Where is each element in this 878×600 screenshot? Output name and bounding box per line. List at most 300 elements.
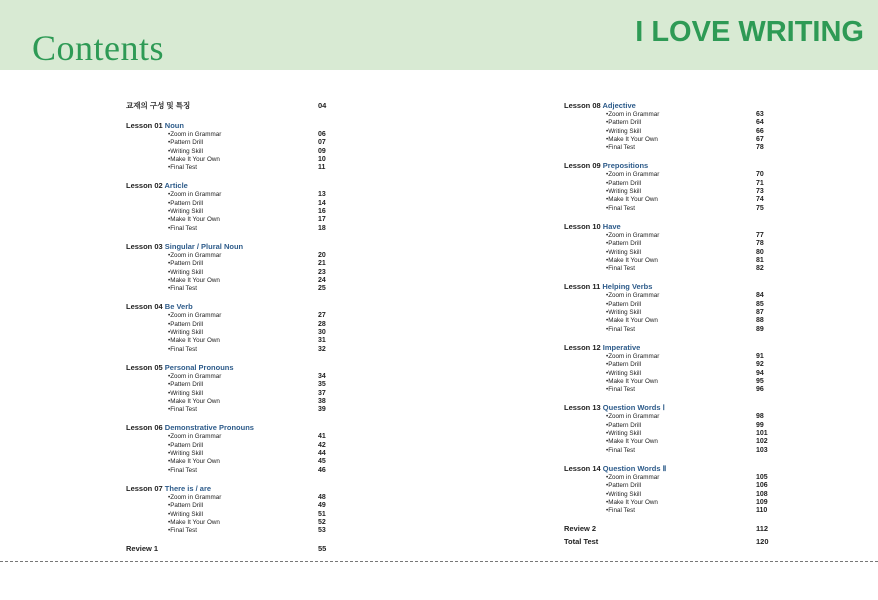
sub-section-row bbox=[126, 148, 366, 156]
sub-section-row bbox=[126, 225, 366, 233]
sub-section-label: •Final Test bbox=[168, 224, 198, 232]
sub-section-list bbox=[564, 111, 804, 152]
page-number: 102 bbox=[756, 438, 768, 446]
toc-entry bbox=[564, 402, 804, 454]
toc-entry bbox=[126, 180, 366, 232]
sub-section-row bbox=[564, 196, 804, 204]
sub-section-label: •Make It Your Own bbox=[606, 498, 658, 506]
lesson-title: Adjective bbox=[602, 101, 636, 110]
toc-entry-heading bbox=[126, 100, 366, 111]
sub-section-row bbox=[126, 139, 366, 147]
sub-section-row bbox=[126, 321, 366, 329]
toc-entry bbox=[126, 422, 366, 474]
sub-section-label: •Pattern Drill bbox=[606, 300, 642, 308]
sub-section-label: •Zoom in Grammar bbox=[168, 312, 222, 320]
lesson-number: Lesson 02 bbox=[126, 181, 163, 191]
sub-section-row bbox=[126, 277, 366, 285]
lesson-number: Lesson 08 bbox=[564, 101, 601, 110]
page-number: 80 bbox=[756, 248, 764, 256]
sub-section-label: •Zoom in Grammar bbox=[168, 372, 222, 380]
sub-section-label: •Pattern Drill bbox=[606, 482, 642, 490]
toc-entry bbox=[126, 120, 366, 172]
sub-section-row bbox=[126, 329, 366, 337]
sub-section-label: •Make It Your Own bbox=[168, 397, 220, 405]
sub-section-row bbox=[564, 188, 804, 196]
sub-section-row bbox=[564, 447, 804, 455]
page-number: 31 bbox=[318, 337, 326, 345]
sub-section-label: •Zoom in Grammar bbox=[168, 251, 222, 259]
toc-entry-heading bbox=[126, 483, 366, 494]
sub-section-label: •Pattern Drill bbox=[168, 320, 204, 328]
page-number: 78 bbox=[756, 240, 764, 248]
sub-section-list bbox=[126, 312, 366, 353]
toc-entry-heading bbox=[564, 281, 804, 292]
brand-title: I LOVE WRITING bbox=[635, 16, 864, 48]
sub-section-row bbox=[126, 164, 366, 172]
toc-entry-heading bbox=[126, 362, 366, 373]
sub-section-label: •Final Test bbox=[168, 406, 198, 414]
sub-section-label: •Pattern Drill bbox=[168, 381, 204, 389]
page-number: 103 bbox=[756, 446, 768, 454]
sub-section-row bbox=[126, 260, 366, 268]
sub-section-row bbox=[126, 527, 366, 535]
page-number: 70 bbox=[756, 171, 764, 179]
toc-entry-heading bbox=[126, 422, 366, 433]
sub-section-row bbox=[564, 326, 804, 334]
sub-section-row bbox=[564, 240, 804, 248]
page-number: 106 bbox=[756, 482, 768, 490]
sub-section-label: •Zoom in Grammar bbox=[606, 292, 660, 300]
toc-entry bbox=[564, 221, 804, 273]
page-number: 18 bbox=[318, 224, 326, 232]
page-number: 11 bbox=[318, 164, 326, 172]
sub-section-row bbox=[126, 200, 366, 208]
lesson-title: Question Words Ⅱ bbox=[602, 463, 667, 473]
lesson-number: Lesson 06 bbox=[126, 423, 163, 433]
page-number: 10 bbox=[318, 155, 326, 163]
page-number: 85 bbox=[756, 300, 764, 308]
sub-section-label: •Final Test bbox=[606, 325, 636, 333]
sub-section-label: •Make It Your Own bbox=[168, 155, 220, 163]
sub-section-label: •Final Test bbox=[168, 164, 198, 172]
page-number: 120 bbox=[756, 537, 769, 547]
sub-section-label: •Writing Skill bbox=[168, 147, 203, 155]
sub-section-label: •Final Test bbox=[168, 466, 198, 474]
sub-section-row bbox=[564, 111, 804, 119]
page-number: 24 bbox=[318, 276, 326, 284]
page-number: 73 bbox=[756, 188, 764, 196]
sub-section-row bbox=[564, 499, 804, 507]
toc-entry bbox=[126, 241, 366, 293]
page-number: 53 bbox=[318, 527, 326, 535]
sub-section-row bbox=[564, 438, 804, 446]
sub-section-label: •Zoom in Grammar bbox=[606, 231, 660, 239]
toc-entry-heading bbox=[564, 342, 804, 353]
sub-section-list bbox=[126, 252, 366, 293]
sub-section-row bbox=[564, 301, 804, 309]
sub-section-row bbox=[564, 474, 804, 482]
sub-section-row bbox=[126, 450, 366, 458]
page-number: 20 bbox=[318, 251, 326, 259]
sub-section-label: •Final Test bbox=[606, 265, 636, 273]
sub-section-label: •Final Test bbox=[168, 345, 198, 353]
toc-entry bbox=[564, 523, 804, 534]
sub-section-row bbox=[126, 494, 366, 502]
sub-section-row bbox=[564, 205, 804, 213]
sub-section-list bbox=[126, 494, 366, 535]
toc-entry-heading bbox=[564, 536, 804, 547]
lesson-title: Demonstrative Pronouns bbox=[164, 423, 254, 433]
sub-section-list bbox=[564, 171, 804, 212]
sub-section-label: •Writing Skill bbox=[606, 248, 641, 256]
lesson-title: Helping Verbs bbox=[602, 282, 653, 292]
sub-section-label: •Final Test bbox=[606, 204, 636, 212]
page-number: 45 bbox=[318, 458, 326, 466]
lesson-number: Lesson 10 bbox=[564, 221, 601, 231]
lesson-number: Lesson 03 bbox=[126, 241, 163, 251]
lesson-number: Lesson 14 bbox=[564, 463, 601, 473]
toc-entry bbox=[564, 281, 804, 333]
page-number: 95 bbox=[756, 377, 764, 385]
sub-section-label: •Writing Skill bbox=[606, 309, 641, 317]
sub-section-label: •Make It Your Own bbox=[606, 196, 658, 204]
toc-entry bbox=[126, 301, 366, 353]
sub-section-row bbox=[564, 378, 804, 386]
sub-section-row bbox=[564, 430, 804, 438]
lesson-title: Be Verb bbox=[164, 302, 193, 312]
sub-section-label: •Pattern Drill bbox=[606, 119, 642, 127]
sub-section-row bbox=[564, 422, 804, 430]
page-number: 71 bbox=[756, 179, 764, 187]
page-number: 16 bbox=[318, 208, 326, 216]
sub-section-label: •Pattern Drill bbox=[168, 502, 204, 510]
sub-section-list bbox=[126, 373, 366, 414]
page-number: 38 bbox=[318, 397, 326, 405]
toc-entry-heading bbox=[564, 463, 804, 474]
page-number: 04 bbox=[318, 101, 327, 110]
lesson-title: Noun bbox=[164, 121, 184, 130]
sub-section-row bbox=[564, 292, 804, 300]
sub-section-label: •Writing Skill bbox=[168, 510, 203, 518]
sub-section-row bbox=[564, 119, 804, 127]
sub-section-row bbox=[126, 269, 366, 277]
sub-section-label: •Make It Your Own bbox=[606, 256, 658, 264]
lesson-title: Prepositions bbox=[602, 161, 649, 171]
page-number: 64 bbox=[756, 119, 764, 127]
toc-left-column bbox=[126, 100, 366, 554]
toc-entry bbox=[126, 362, 366, 414]
sub-section-row bbox=[126, 467, 366, 475]
page-number: 96 bbox=[756, 386, 764, 394]
lesson-number: Review 1 bbox=[126, 544, 159, 554]
sub-section-row bbox=[564, 309, 804, 317]
dashed-divider bbox=[0, 561, 878, 562]
lesson-title: Singular / Plural Noun bbox=[164, 241, 244, 251]
sub-section-row bbox=[126, 312, 366, 320]
page-number: 84 bbox=[756, 292, 764, 300]
sub-section-label: •Make It Your Own bbox=[606, 377, 658, 385]
lesson-number: Lesson 01 bbox=[126, 121, 163, 130]
lesson-number: Lesson 07 bbox=[126, 483, 163, 493]
page-number: 108 bbox=[756, 490, 768, 498]
page-number: 105 bbox=[756, 473, 768, 481]
sub-section-row bbox=[126, 208, 366, 216]
sub-section-label: •Final Test bbox=[168, 285, 198, 293]
toc-entry-heading bbox=[564, 523, 804, 534]
toc-right-column bbox=[564, 100, 804, 547]
page-number: 66 bbox=[756, 127, 764, 135]
sub-section-row bbox=[564, 386, 804, 394]
toc-entry-heading bbox=[564, 221, 804, 232]
sub-section-label: •Zoom in Grammar bbox=[168, 493, 222, 501]
page-number: 74 bbox=[756, 196, 764, 204]
page-number: 101 bbox=[756, 430, 768, 438]
toc-entry-heading bbox=[564, 100, 804, 111]
lesson-number: Review 2 bbox=[564, 524, 597, 534]
page-number: 78 bbox=[756, 144, 764, 152]
sub-section-row bbox=[126, 156, 366, 164]
sub-section-row bbox=[126, 458, 366, 466]
toc-entry bbox=[126, 543, 366, 554]
page-number: 14 bbox=[318, 199, 326, 207]
sub-section-list bbox=[564, 353, 804, 394]
page-number: 44 bbox=[318, 450, 326, 458]
page-number: 35 bbox=[318, 381, 326, 389]
sub-section-row bbox=[126, 406, 366, 414]
sub-section-row bbox=[126, 502, 366, 510]
sub-section-row bbox=[126, 216, 366, 224]
page-number: 55 bbox=[318, 544, 327, 554]
lesson-number: Lesson 09 bbox=[564, 161, 601, 171]
sub-section-label: •Pattern Drill bbox=[606, 179, 642, 187]
page-number: 32 bbox=[318, 345, 326, 353]
sub-section-row bbox=[564, 491, 804, 499]
sub-section-row bbox=[126, 519, 366, 527]
page-number: 75 bbox=[756, 204, 764, 212]
page-number: 88 bbox=[756, 317, 764, 325]
sub-section-row bbox=[126, 390, 366, 398]
sub-section-label: •Pattern Drill bbox=[606, 240, 642, 248]
page-number: 94 bbox=[756, 369, 764, 377]
sub-section-label: •Final Test bbox=[606, 144, 636, 152]
lesson-number: 교재의 구성 및 특징 bbox=[126, 101, 191, 110]
sub-section-label: •Make It Your Own bbox=[168, 337, 220, 345]
page-number: 34 bbox=[318, 372, 326, 380]
sub-section-row bbox=[126, 442, 366, 450]
sub-section-list bbox=[564, 232, 804, 273]
sub-section-label: •Final Test bbox=[606, 446, 636, 454]
lesson-title: Imperative bbox=[602, 342, 641, 352]
sub-section-row bbox=[564, 507, 804, 515]
sub-section-label: •Zoom in Grammar bbox=[606, 111, 660, 118]
sub-section-label: •Pattern Drill bbox=[168, 199, 204, 207]
page-number: 37 bbox=[318, 389, 326, 397]
sub-section-label: •Writing Skill bbox=[168, 389, 203, 397]
page-number: 81 bbox=[756, 256, 764, 264]
sub-section-label: •Pattern Drill bbox=[168, 260, 204, 268]
sub-section-row bbox=[126, 131, 366, 139]
lesson-number: Lesson 04 bbox=[126, 302, 163, 312]
page-number: 89 bbox=[756, 325, 764, 333]
page-number: 112 bbox=[756, 524, 769, 534]
lesson-number: Lesson 12 bbox=[564, 342, 601, 352]
sub-section-row bbox=[564, 232, 804, 240]
page-number: 110 bbox=[756, 507, 768, 515]
sub-section-label: •Make It Your Own bbox=[606, 135, 658, 143]
page-number: 51 bbox=[318, 510, 326, 518]
sub-section-label: •Final Test bbox=[168, 527, 198, 535]
sub-section-label: •Writing Skill bbox=[606, 490, 641, 498]
page-number: 30 bbox=[318, 329, 326, 337]
sub-section-label: •Writing Skill bbox=[168, 450, 203, 458]
sub-section-list bbox=[564, 292, 804, 333]
sub-section-label: •Make It Your Own bbox=[606, 317, 658, 325]
page-number: 63 bbox=[756, 111, 764, 118]
sub-section-label: •Make It Your Own bbox=[168, 276, 220, 284]
sub-section-label: •Make It Your Own bbox=[168, 216, 220, 224]
lesson-number: Lesson 11 bbox=[564, 282, 601, 292]
page-number: 25 bbox=[318, 285, 326, 293]
sub-section-label: •Writing Skill bbox=[606, 369, 641, 377]
sub-section-list bbox=[564, 413, 804, 454]
sub-section-label: •Zoom in Grammar bbox=[606, 473, 660, 481]
sub-section-label: •Writing Skill bbox=[168, 208, 203, 216]
sub-section-row bbox=[564, 265, 804, 273]
sub-section-label: •Final Test bbox=[606, 507, 636, 515]
sub-section-label: •Zoom in Grammar bbox=[168, 131, 222, 138]
toc-entry bbox=[564, 342, 804, 394]
page-number: 67 bbox=[756, 135, 764, 143]
toc-entry-heading bbox=[564, 160, 804, 171]
sub-section-list bbox=[564, 474, 804, 515]
toc-entry-heading bbox=[564, 402, 804, 413]
sub-section-row bbox=[564, 180, 804, 188]
sub-section-row bbox=[564, 370, 804, 378]
sub-section-label: •Writing Skill bbox=[168, 268, 203, 276]
page-number: 77 bbox=[756, 231, 764, 239]
toc-entry bbox=[564, 160, 804, 212]
sub-section-label: •Pattern Drill bbox=[168, 139, 204, 147]
page-number: 82 bbox=[756, 265, 764, 273]
sub-section-label: •Pattern Drill bbox=[168, 441, 204, 449]
sub-section-row bbox=[564, 171, 804, 179]
sub-section-label: •Make It Your Own bbox=[606, 438, 658, 446]
sub-section-row bbox=[126, 346, 366, 354]
sub-section-list bbox=[126, 191, 366, 232]
sub-section-row bbox=[564, 413, 804, 421]
lesson-title: Have bbox=[602, 221, 621, 231]
page-number: 87 bbox=[756, 309, 764, 317]
sub-section-label: •Pattern Drill bbox=[606, 421, 642, 429]
page-number: 41 bbox=[318, 433, 326, 441]
lesson-title: Article bbox=[164, 181, 188, 191]
sub-section-list bbox=[126, 131, 366, 172]
page-number: 46 bbox=[318, 466, 326, 474]
sub-section-label: •Zoom in Grammar bbox=[606, 413, 660, 421]
sub-section-label: •Writing Skill bbox=[606, 430, 641, 438]
page-number: 06 bbox=[318, 131, 326, 138]
page-number: 17 bbox=[318, 216, 326, 224]
sub-section-row bbox=[564, 257, 804, 265]
page-number: 49 bbox=[318, 502, 326, 510]
page-number: 28 bbox=[318, 320, 326, 328]
sub-section-row bbox=[564, 136, 804, 144]
page-number: 52 bbox=[318, 518, 326, 526]
page-number: 07 bbox=[318, 139, 326, 147]
toc-entry bbox=[126, 100, 366, 111]
lesson-number: Lesson 05 bbox=[126, 362, 163, 372]
page-number: 13 bbox=[318, 191, 326, 199]
sub-section-label: •Zoom in Grammar bbox=[168, 433, 222, 441]
page-number: 27 bbox=[318, 312, 326, 320]
sub-section-row bbox=[126, 433, 366, 441]
sub-section-row bbox=[564, 144, 804, 152]
sub-section-list bbox=[126, 433, 366, 474]
sub-section-row bbox=[564, 317, 804, 325]
toc-entry bbox=[564, 100, 804, 152]
page-title: Contents bbox=[32, 28, 165, 68]
toc-entry-heading bbox=[126, 241, 366, 252]
lesson-title: Question Words Ⅰ bbox=[602, 403, 665, 413]
sub-section-row bbox=[126, 191, 366, 199]
page-number: 109 bbox=[756, 498, 768, 506]
toc-entry-heading bbox=[126, 180, 366, 191]
sub-section-row bbox=[126, 373, 366, 381]
toc-entry-heading bbox=[126, 301, 366, 312]
sub-section-row bbox=[564, 128, 804, 136]
sub-section-label: •Make It Your Own bbox=[168, 518, 220, 526]
sub-section-row bbox=[126, 285, 366, 293]
toc-entry bbox=[126, 483, 366, 535]
lesson-title: Personal Pronouns bbox=[164, 362, 234, 372]
page-number: 92 bbox=[756, 361, 764, 369]
page-number: 21 bbox=[318, 260, 326, 268]
sub-section-row bbox=[126, 398, 366, 406]
page-number: 91 bbox=[756, 352, 764, 360]
page-number: 09 bbox=[318, 147, 326, 155]
sub-section-row bbox=[126, 252, 366, 260]
toc-entry bbox=[564, 536, 804, 547]
page-number: 39 bbox=[318, 406, 326, 414]
page-number: 42 bbox=[318, 441, 326, 449]
sub-section-label: •Zoom in Grammar bbox=[606, 171, 660, 179]
page-number: 98 bbox=[756, 413, 764, 421]
lesson-title: There is / are bbox=[164, 483, 212, 493]
sub-section-row bbox=[564, 361, 804, 369]
sub-section-row bbox=[564, 353, 804, 361]
sub-section-label: •Make It Your Own bbox=[168, 458, 220, 466]
page-number: 99 bbox=[756, 421, 764, 429]
page-number: 48 bbox=[318, 493, 326, 501]
sub-section-row bbox=[564, 482, 804, 490]
sub-section-label: •Writing Skill bbox=[168, 329, 203, 337]
toc-entry-heading bbox=[126, 543, 366, 554]
lesson-number: Lesson 13 bbox=[564, 403, 601, 413]
page-number: 23 bbox=[318, 268, 326, 276]
sub-section-row bbox=[126, 511, 366, 519]
sub-section-label: •Pattern Drill bbox=[606, 361, 642, 369]
sub-section-row bbox=[126, 337, 366, 345]
toc-entry bbox=[564, 463, 804, 515]
lesson-number: Total Test bbox=[564, 537, 599, 547]
sub-section-label: •Writing Skill bbox=[606, 188, 641, 196]
sub-section-label: •Final Test bbox=[606, 386, 636, 394]
sub-section-label: •Writing Skill bbox=[606, 127, 641, 135]
sub-section-row bbox=[564, 249, 804, 257]
sub-section-label: •Zoom in Grammar bbox=[606, 352, 660, 360]
sub-section-label: •Zoom in Grammar bbox=[168, 191, 222, 199]
sub-section-row bbox=[126, 381, 366, 389]
